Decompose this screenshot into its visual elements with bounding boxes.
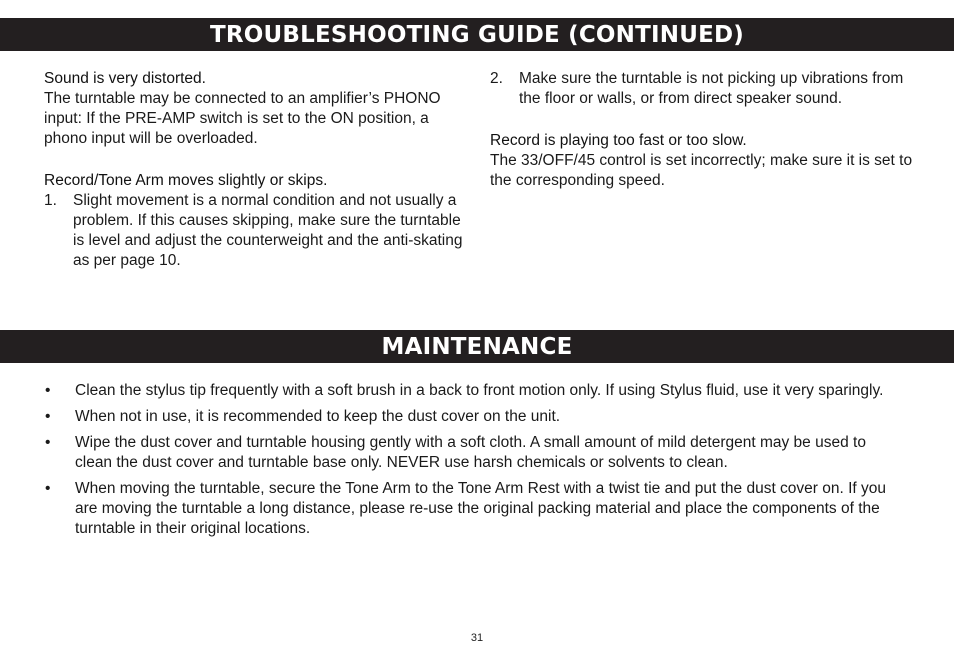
speed-heading: Record is playing too fast or too slow.: [490, 132, 747, 149]
list-item: [44, 407, 894, 427]
list-item: [44, 381, 894, 401]
list-item-text: When moving the turntable, secure the Tone Arm to the Tone Arm Rest with a twist tie and put the dust cover on. If you are moving the turntable a long distance, please re-use the original packing material and place the components of the turntable in their original locations.: [75, 480, 887, 537]
list-item-text: Wipe the dust cover and turntable housing gently with a soft cloth. A small amount of mild detergent may be used to clean the dust cover and turntable base only. NEVER use harsh chemicals or solvents to clean.: [75, 434, 866, 471]
troubleshooting-title-banner: [0, 18, 954, 51]
skips-heading: Record/Tone Arm moves slightly or skips.: [44, 172, 328, 189]
bullet-icon: •: [45, 480, 51, 497]
list-item: [44, 479, 894, 539]
list-item-text: Clean the stylus tip frequently with a soft brush in a back to front motion only. If using Stylus fluid, use it very sparingly.: [75, 382, 884, 399]
step-number: 2.: [490, 70, 503, 87]
skips-step-1: [44, 191, 468, 271]
bullet-icon: •: [45, 382, 51, 399]
step-text: Slight movement is a normal condition and not usually a problem. If this causes skipping, make sure the turntable is level and adjust the counterweight and the anti-skating as per page 10.: [73, 192, 463, 269]
step-text: Make sure the turntable is not picking up vibrations from the floor or walls, or from direct speaker sound.: [519, 70, 904, 107]
distorted-sound-heading: Sound is very distorted.: [44, 70, 206, 87]
bullet-icon: •: [45, 434, 51, 451]
page-number: 31: [470, 632, 484, 644]
maintenance-list: [44, 381, 894, 545]
skips-step-2: [490, 69, 920, 109]
speed-text: The 33/OFF/45 control is set incorrectly; make sure it is set to the corresponding speed.: [490, 152, 913, 189]
troubleshooting-title: TROUBLESHOOTING GUIDE (CONTINUED): [209, 21, 745, 48]
troubleshooting-right-column: [490, 69, 920, 191]
step-number: 1.: [44, 192, 57, 209]
maintenance-title: MAINTENANCE: [381, 333, 573, 360]
list-item-text: When not in use, it is recommended to keep the dust cover on the unit.: [75, 408, 561, 425]
troubleshooting-left-column: [44, 69, 468, 271]
bullet-icon: •: [45, 408, 51, 425]
list-item: [44, 433, 894, 473]
maintenance-title-banner: [0, 330, 954, 363]
distorted-sound-text: The turntable may be connected to an amplifier’s PHONO input: If the PRE-AMP switch is set to the ON position, a phono input will be overloaded.: [44, 90, 441, 147]
